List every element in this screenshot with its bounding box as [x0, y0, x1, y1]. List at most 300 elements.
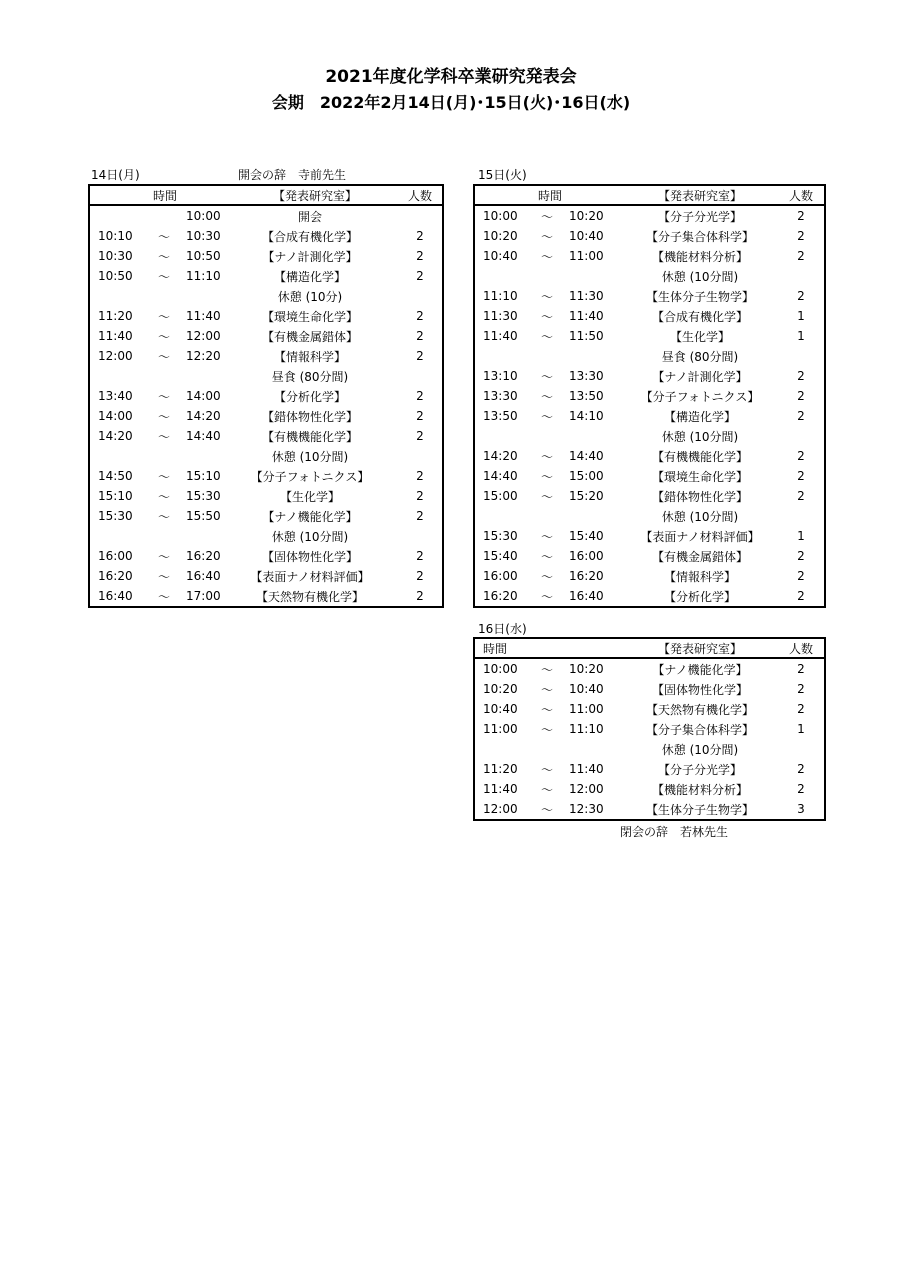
time-start: 15:10	[98, 489, 133, 503]
lab-name: 【生体分子生物学】	[645, 289, 754, 304]
lab-name: 開会	[297, 209, 322, 224]
time-separator: ～	[157, 469, 170, 484]
time-end: 13:30	[569, 369, 604, 383]
time-separator: ～	[540, 489, 553, 504]
lab-name: 【分子分光学】	[657, 209, 742, 224]
time-separator	[535, 426, 559, 446]
time-end: 11:10	[186, 269, 221, 283]
time-start: 10:50	[98, 269, 133, 283]
time-start	[483, 346, 523, 366]
time-start	[98, 366, 138, 386]
lab-name: 【有機金属錯体】	[651, 549, 748, 564]
time-end: 16:20	[186, 549, 221, 563]
table-row	[475, 266, 824, 286]
presenter-count: 2	[416, 229, 424, 243]
page-title: 2021年度化学科卒業研究発表会	[325, 67, 577, 87]
time-end: 16:00	[569, 549, 604, 563]
lab-name: 【天然物有機化学】	[645, 702, 754, 717]
time-start: 15:00	[483, 489, 518, 503]
time-separator: ～	[157, 429, 170, 444]
time-end: 17:00	[186, 589, 221, 603]
time-separator	[535, 346, 559, 366]
time-separator: ～	[540, 209, 553, 224]
time-start: 13:30	[483, 389, 518, 403]
time-end: 10:40	[569, 682, 604, 696]
time-start	[98, 446, 138, 466]
time-end: 16:40	[569, 589, 604, 603]
presenter-count: 2	[416, 349, 424, 363]
time-end	[569, 266, 609, 286]
lab-name: 休憩 (10分間)	[661, 269, 739, 284]
table-row	[90, 306, 442, 326]
time-start: 16:20	[98, 569, 133, 583]
time-start: 10:40	[483, 702, 518, 716]
time-separator: ～	[157, 489, 170, 504]
header-lab: 【発表研究室】	[272, 188, 357, 203]
time-start: 12:00	[483, 802, 518, 816]
time-end: 11:50	[569, 329, 604, 343]
presenter-count: 2	[416, 409, 424, 423]
presenter-count: 2	[797, 369, 805, 383]
time-end: 16:20	[569, 569, 604, 583]
time-separator	[152, 286, 176, 306]
time-separator: ～	[540, 289, 553, 304]
presenter-count	[398, 366, 442, 386]
time-separator: ～	[540, 329, 553, 344]
time-separator	[152, 366, 176, 386]
header-time: 時間	[483, 641, 508, 656]
time-end: 10:40	[569, 229, 604, 243]
lab-name: 【機能材料分析】	[651, 782, 748, 797]
presenter-count	[398, 446, 442, 466]
lab-name: 【固体物性化学】	[651, 682, 748, 697]
table-row	[475, 506, 824, 526]
time-start: 10:30	[98, 249, 133, 263]
time-separator: ～	[540, 229, 553, 244]
time-end: 10:50	[186, 249, 221, 263]
time-separator: ～	[540, 762, 553, 777]
day15-label: 15日(火)	[478, 168, 527, 182]
table-row	[90, 366, 442, 386]
table-row	[90, 526, 442, 546]
time-separator: ～	[540, 409, 553, 424]
presenter-count: 2	[416, 569, 424, 583]
time-separator: ～	[157, 349, 170, 364]
time-separator: ～	[540, 369, 553, 384]
lab-name: 【分子フォトニクス】	[640, 389, 760, 404]
time-start: 15:40	[483, 549, 518, 563]
time-separator: ～	[540, 682, 553, 697]
time-end: 14:00	[186, 389, 221, 403]
time-start: 16:40	[98, 589, 133, 603]
time-end	[186, 446, 226, 466]
lab-name: 休憩 (10分)	[277, 289, 343, 304]
presenter-count: 2	[797, 249, 805, 263]
time-end: 15:50	[186, 509, 221, 523]
time-start	[98, 206, 138, 226]
time-start: 11:40	[483, 329, 518, 343]
table-row	[475, 206, 824, 226]
lab-name: 【分子集合体科学】	[645, 722, 754, 737]
time-separator: ～	[540, 449, 553, 464]
presenter-count: 2	[797, 702, 805, 716]
day15-schedule-table	[473, 184, 826, 608]
presenter-count: 3	[797, 802, 805, 816]
table-row	[90, 226, 442, 246]
table-row	[90, 466, 442, 486]
time-start: 14:20	[483, 449, 518, 463]
time-end: 10:30	[186, 229, 221, 243]
lab-name: 【分子分光学】	[657, 762, 742, 777]
table-row	[90, 406, 442, 426]
time-end: 11:10	[569, 722, 604, 736]
time-end: 11:00	[569, 249, 604, 263]
time-separator: ～	[157, 409, 170, 424]
time-start	[483, 266, 523, 286]
table-header	[475, 186, 824, 206]
presenter-count: 2	[797, 289, 805, 303]
table-row	[475, 406, 824, 426]
lab-name: 【分析化学】	[273, 389, 346, 404]
table-row	[475, 679, 824, 699]
presenter-count: 2	[797, 762, 805, 776]
presenter-count: 2	[797, 489, 805, 503]
time-start: 16:00	[483, 569, 518, 583]
lab-name: 【情報科学】	[663, 569, 736, 584]
time-separator: ～	[540, 569, 553, 584]
day16-label: 16日(水)	[478, 622, 527, 636]
time-separator: ～	[540, 389, 553, 404]
time-end: 12:20	[186, 349, 221, 363]
header-time: 時間	[152, 188, 177, 203]
time-end: 10:00	[186, 209, 221, 223]
table-row	[90, 266, 442, 286]
time-start: 14:40	[483, 469, 518, 483]
presenter-count	[778, 739, 824, 759]
presenter-count: 2	[797, 389, 805, 403]
presenter-count: 2	[416, 389, 424, 403]
time-end	[569, 426, 609, 446]
time-start: 11:10	[483, 289, 518, 303]
table-row	[475, 699, 824, 719]
table-header	[90, 186, 442, 206]
time-separator	[152, 206, 176, 226]
presenter-count: 2	[797, 549, 805, 563]
presenter-count: 1	[797, 309, 805, 323]
lab-name: 【分析化学】	[663, 589, 736, 604]
time-end: 10:20	[569, 209, 604, 223]
time-start: 12:00	[98, 349, 133, 363]
table-row	[475, 759, 824, 779]
lab-name: 【有機機能化学】	[651, 449, 748, 464]
time-end: 12:30	[569, 802, 604, 816]
closing-note: 閉会の辞 若林先生	[620, 825, 729, 839]
time-start: 10:20	[483, 682, 518, 696]
table-row	[90, 326, 442, 346]
time-start: 15:30	[483, 529, 518, 543]
time-start: 10:20	[483, 229, 518, 243]
time-separator: ～	[157, 509, 170, 524]
presenter-count: 2	[416, 329, 424, 343]
time-start: 14:20	[98, 429, 133, 443]
table-row	[475, 799, 824, 819]
time-end: 10:20	[569, 662, 604, 676]
lab-name: 休憩 (10分間)	[271, 449, 349, 464]
presenter-count	[778, 426, 824, 446]
time-separator	[535, 266, 559, 286]
time-separator: ～	[157, 549, 170, 564]
lab-name: 【有機機能化学】	[261, 429, 358, 444]
time-end: 14:20	[186, 409, 221, 423]
presenter-count: 1	[797, 722, 805, 736]
presenter-count	[398, 286, 442, 306]
time-start: 11:00	[483, 722, 518, 736]
table-row	[90, 206, 442, 226]
lab-name: 【ナノ機能化学】	[262, 509, 358, 524]
time-end	[569, 506, 609, 526]
table-row	[475, 466, 824, 486]
table-row	[90, 346, 442, 366]
header-lab: 【発表研究室】	[657, 188, 742, 203]
time-end: 15:20	[569, 489, 604, 503]
lab-name: 【合成有機化学】	[651, 309, 748, 324]
time-start	[98, 286, 138, 306]
presenter-count	[778, 506, 824, 526]
time-separator: ～	[540, 469, 553, 484]
header-count: 人数	[788, 641, 813, 656]
table-row	[475, 719, 824, 739]
lab-name: 【合成有機化学】	[261, 229, 358, 244]
presenter-count	[398, 206, 442, 226]
lab-name: 【表面ナノ材料評価】	[640, 529, 760, 544]
time-end: 11:30	[569, 289, 604, 303]
presenter-count	[778, 266, 824, 286]
table-row	[475, 659, 824, 679]
time-end: 15:30	[186, 489, 221, 503]
time-start	[483, 739, 523, 759]
lab-name: 【生化学】	[279, 489, 340, 504]
lab-name: 【構造化学】	[273, 269, 346, 284]
lab-name: 【分子集合体科学】	[645, 229, 754, 244]
table-row	[475, 566, 824, 586]
time-end: 11:00	[569, 702, 604, 716]
presenter-count: 2	[797, 449, 805, 463]
presenter-count: 2	[416, 469, 424, 483]
time-end: 14:40	[186, 429, 221, 443]
presenter-count: 1	[797, 529, 805, 543]
time-start: 14:50	[98, 469, 133, 483]
time-separator: ～	[540, 549, 553, 564]
time-separator	[535, 506, 559, 526]
day14-schedule-table	[88, 184, 444, 608]
presenter-count: 2	[416, 309, 424, 323]
lab-name: 【構造化学】	[663, 409, 736, 424]
time-end	[186, 526, 226, 546]
table-row	[475, 306, 824, 326]
time-end: 16:40	[186, 569, 221, 583]
time-start: 11:30	[483, 309, 518, 323]
time-end: 15:10	[186, 469, 221, 483]
time-end	[186, 366, 226, 386]
lab-name: 【生体分子生物学】	[645, 802, 754, 817]
time-end: 12:00	[186, 329, 221, 343]
time-separator: ～	[157, 569, 170, 584]
lab-name: 【錯体物性化学】	[651, 489, 748, 504]
lab-name: 【有機金属錯体】	[261, 329, 358, 344]
lab-name: 【天然物有機化学】	[255, 589, 364, 604]
time-start: 10:00	[483, 209, 518, 223]
time-end: 15:40	[569, 529, 604, 543]
time-start	[483, 506, 523, 526]
time-end: 14:40	[569, 449, 604, 463]
time-start: 16:00	[98, 549, 133, 563]
time-separator: ～	[540, 249, 553, 264]
time-separator: ～	[157, 269, 170, 284]
table-row	[475, 426, 824, 446]
table-row	[475, 586, 824, 606]
lab-name: 昼食 (80分間)	[271, 369, 349, 384]
lab-name: 【情報科学】	[273, 349, 346, 364]
table-row	[90, 426, 442, 446]
time-start: 11:20	[483, 762, 518, 776]
time-separator: ～	[540, 662, 553, 677]
presenter-count: 1	[797, 329, 805, 343]
time-separator: ～	[540, 702, 553, 717]
time-start: 10:00	[483, 662, 518, 676]
time-end: 13:50	[569, 389, 604, 403]
presenter-count: 2	[797, 782, 805, 796]
presenter-count: 2	[416, 549, 424, 563]
time-start: 14:00	[98, 409, 133, 423]
time-end: 11:40	[569, 762, 604, 776]
time-separator: ～	[540, 722, 553, 737]
lab-name: 【ナノ機能化学】	[652, 662, 748, 677]
lab-name: 【表面ナノ材料評価】	[250, 569, 370, 584]
presenter-count: 2	[416, 269, 424, 283]
time-start: 15:30	[98, 509, 133, 523]
table-row	[90, 586, 442, 606]
time-end: 12:00	[569, 782, 604, 796]
time-separator: ～	[540, 589, 553, 604]
table-row	[90, 386, 442, 406]
day14-label: 14日(月)	[91, 168, 140, 182]
time-separator	[152, 446, 176, 466]
header-lab: 【発表研究室】	[657, 641, 742, 656]
time-end	[569, 346, 609, 366]
table-row	[475, 226, 824, 246]
table-row	[475, 386, 824, 406]
table-row	[90, 566, 442, 586]
header-count: 人数	[407, 188, 432, 203]
table-row	[475, 546, 824, 566]
table-row	[475, 779, 824, 799]
presenter-count: 2	[416, 429, 424, 443]
lab-name: 【ナノ計測化学】	[262, 249, 358, 264]
table-row	[475, 366, 824, 386]
time-start: 13:40	[98, 389, 133, 403]
time-start: 10:10	[98, 229, 133, 243]
time-end: 11:40	[186, 309, 221, 323]
table-row	[90, 486, 442, 506]
presenter-count: 2	[797, 662, 805, 676]
lab-name: 【ナノ計測化学】	[652, 369, 748, 384]
presenter-count: 2	[416, 489, 424, 503]
time-end: 11:40	[569, 309, 604, 323]
time-start: 10:40	[483, 249, 518, 263]
time-separator	[152, 526, 176, 546]
presenter-count: 2	[416, 249, 424, 263]
presenter-count: 2	[416, 589, 424, 603]
table-row	[475, 246, 824, 266]
time-start: 11:40	[483, 782, 518, 796]
presenter-count: 2	[797, 209, 805, 223]
lab-name: 休憩 (10分間)	[661, 742, 739, 757]
day16-schedule-table	[473, 637, 826, 821]
time-separator: ～	[157, 249, 170, 264]
time-start: 16:20	[483, 589, 518, 603]
time-separator: ～	[540, 782, 553, 797]
presenter-count: 2	[797, 469, 805, 483]
page-subtitle: 会期 2022年2月14日(月)･15日(火)･16日(水)	[271, 93, 631, 112]
time-end: 14:10	[569, 409, 604, 423]
time-separator: ～	[540, 802, 553, 817]
table-row	[475, 286, 824, 306]
presenter-count	[778, 346, 824, 366]
time-separator: ～	[157, 329, 170, 344]
lab-name: 【生化学】	[669, 329, 730, 344]
lab-name: 【分子フォトニクス】	[250, 469, 370, 484]
time-start	[483, 426, 523, 446]
presenter-count: 2	[797, 409, 805, 423]
table-row	[90, 506, 442, 526]
lab-name: 【環境生命化学】	[261, 309, 358, 324]
table-row	[90, 246, 442, 266]
time-start: 13:50	[483, 409, 518, 423]
time-separator: ～	[540, 309, 553, 324]
lab-name: 【機能材料分析】	[651, 249, 748, 264]
table-row	[90, 446, 442, 466]
presenter-count: 2	[416, 509, 424, 523]
table-row	[475, 326, 824, 346]
time-start: 11:40	[98, 329, 133, 343]
lab-name: 休憩 (10分間)	[271, 529, 349, 544]
presenter-count	[398, 526, 442, 546]
opening-note: 開会の辞 寺前先生	[238, 168, 347, 182]
lab-name: 休憩 (10分間)	[661, 429, 739, 444]
time-separator: ～	[157, 389, 170, 404]
time-separator: ～	[540, 529, 553, 544]
table-row	[475, 739, 824, 759]
time-end	[186, 286, 226, 306]
presenter-count: 2	[797, 229, 805, 243]
table-row	[475, 446, 824, 466]
lab-name: 【固体物性化学】	[261, 549, 358, 564]
presenter-count: 2	[797, 589, 805, 603]
lab-name: 【環境生命化学】	[651, 469, 748, 484]
time-separator	[535, 739, 559, 759]
time-separator: ～	[157, 229, 170, 244]
table-row	[475, 346, 824, 366]
header-time: 時間	[537, 188, 562, 203]
time-end: 15:00	[569, 469, 604, 483]
table-row	[90, 286, 442, 306]
table-header	[475, 639, 824, 659]
time-start: 13:10	[483, 369, 518, 383]
table-row	[475, 486, 824, 506]
time-start	[98, 526, 138, 546]
table-row	[475, 526, 824, 546]
presenter-count: 2	[797, 682, 805, 696]
